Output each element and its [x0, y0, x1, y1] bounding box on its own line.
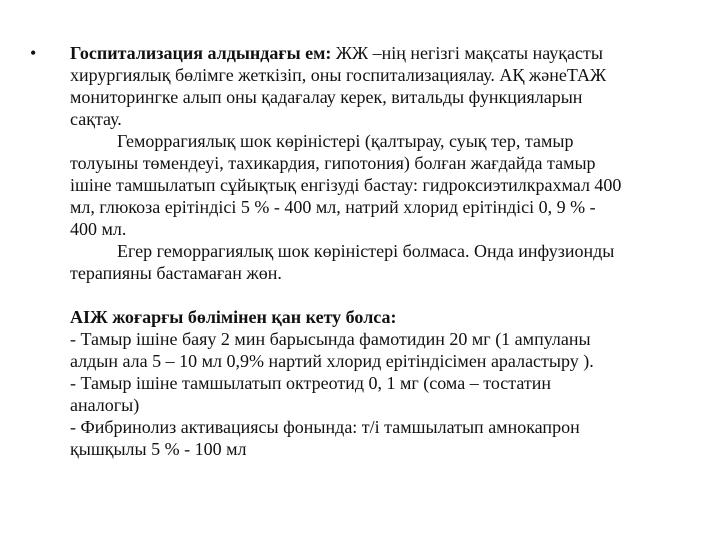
para1-line3: мониторингке алып оны қадағалау керек, витальды функцияларын	[70, 87, 583, 107]
paragraph-gap	[70, 284, 690, 306]
para2-line2: толуыны төмендеуі, тахикардия, гипотония) болған жағдайда тамыр	[70, 153, 596, 173]
para1-line2: хирургиялық бөлімге жеткізіп, оны госпитализациялау. АҚ жәнеТАЖ	[70, 65, 607, 85]
para2-line4: мл, глюкоза ерітіндісі 5 % - 400 мл, натрий хлорид ерітіндісі 0, 9 % -	[70, 197, 596, 217]
item3-line2: қышқылы 5 % - 100 мл	[70, 439, 247, 459]
section2-heading: АІЖ жоғарғы бөлімінен қан кету болса:	[70, 307, 397, 327]
para2-line3: ішіне тамшылатып сұйықтық енгізуді бастау: гидроксиэтилкрахмал 400	[70, 175, 622, 195]
para1-line4: сақтау.	[70, 109, 122, 129]
item2-line2: аналогы)	[70, 395, 140, 415]
item3-line1: - Фибринолиз активациясы фонында: т/і тамшылатып амнокапрон	[70, 417, 580, 437]
bullet-point: •	[30, 43, 37, 63]
para1-line1-text: ЖЖ –нің негізгі мақсаты науқасты	[331, 43, 603, 63]
para1-line1	[70, 42, 690, 64]
para1-heading: Госпитализация алдындағы ем:	[70, 43, 332, 63]
item1-line2: алдын ала 5 – 10 мл 0,9% нартий хлорид ерітіндісімен араластыру ).	[70, 351, 594, 371]
para3-line2: терапияны бастамаған жөн.	[70, 263, 282, 283]
item1-line1: - Тамыр ішіне баяу 2 мин барысында фамотидин 20 мг (1 ампуланы	[70, 329, 591, 349]
slide-body	[70, 42, 690, 460]
para3-line1: Егер геморрагиялық шок көріністері болмаса. Онда инфузионды	[117, 241, 615, 261]
para2-line1: Геморрагиялық шок көріністері (қалтырау, суық тер, тамыр	[117, 131, 574, 151]
item2-line1: - Тамыр ішіне тамшылатып октреотид 0, 1 мг (сома – тостатин	[70, 373, 551, 393]
para2-line5: 400 мл.	[70, 219, 127, 239]
